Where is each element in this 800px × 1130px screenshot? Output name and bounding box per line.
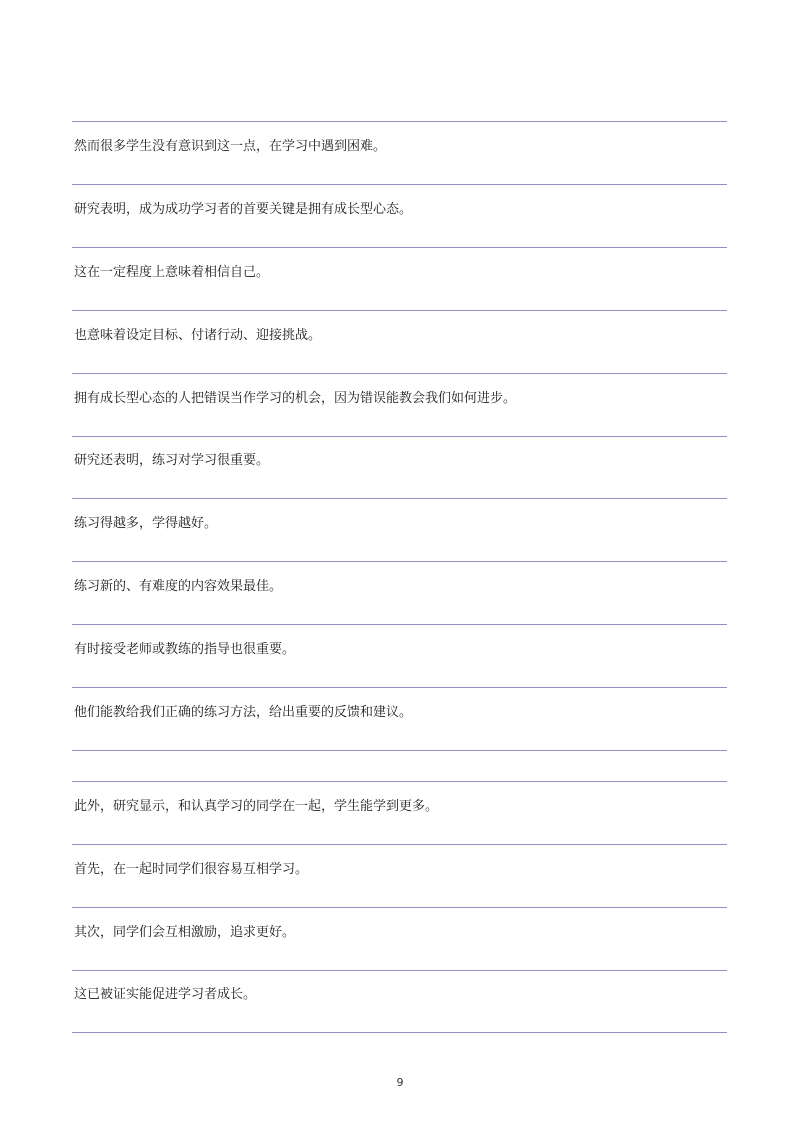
rule-line <box>72 373 727 374</box>
text-line: 他们能教给我们正确的练习方法，给出重要的反馈和建议。 <box>74 705 413 720</box>
rule-line <box>72 750 727 751</box>
rule-line <box>72 844 727 845</box>
text-line: 其次，同学们会互相激励，追求更好。 <box>74 925 296 940</box>
rule-line <box>72 624 727 625</box>
text-line: 练习新的、有难度的内容效果最佳。 <box>74 579 283 594</box>
rule-line <box>72 907 727 908</box>
rule-line <box>72 781 727 782</box>
rule-line <box>72 184 727 185</box>
rule-line <box>72 1032 727 1033</box>
text-line: 这已被证实能促进学习者成长。 <box>74 987 257 1002</box>
text-line: 然而很多学生没有意识到这一点，在学习中遇到困难。 <box>74 139 387 154</box>
rule-line <box>72 498 727 499</box>
page-number: 9 <box>396 1076 404 1089</box>
text-line: 研究还表明，练习对学习很重要。 <box>74 453 270 468</box>
rule-line <box>72 121 727 122</box>
rule-line <box>72 436 727 437</box>
rule-line <box>72 247 727 248</box>
text-line: 有时接受老师或教练的指导也很重要。 <box>74 642 296 657</box>
rule-line <box>72 561 727 562</box>
text-line: 这在一定程度上意味着相信自己。 <box>74 265 270 280</box>
text-line: 练习得越多，学得越好。 <box>74 516 218 531</box>
rule-line <box>72 687 727 688</box>
text-line: 研究表明，成为成功学习者的首要关键是拥有成长型心态。 <box>74 202 413 217</box>
text-line: 也意味着设定目标、付诸行动、迎接挑战。 <box>74 328 322 343</box>
text-line: 首先，在一起时同学们很容易互相学习。 <box>74 862 309 877</box>
text-line: 拥有成长型心态的人把错误当作学习的机会，因为错误能教会我们如何进步。 <box>74 391 517 406</box>
rule-line <box>72 970 727 971</box>
rule-line <box>72 310 727 311</box>
text-line: 此外，研究显示，和认真学习的同学在一起，学生能学到更多。 <box>74 799 439 814</box>
